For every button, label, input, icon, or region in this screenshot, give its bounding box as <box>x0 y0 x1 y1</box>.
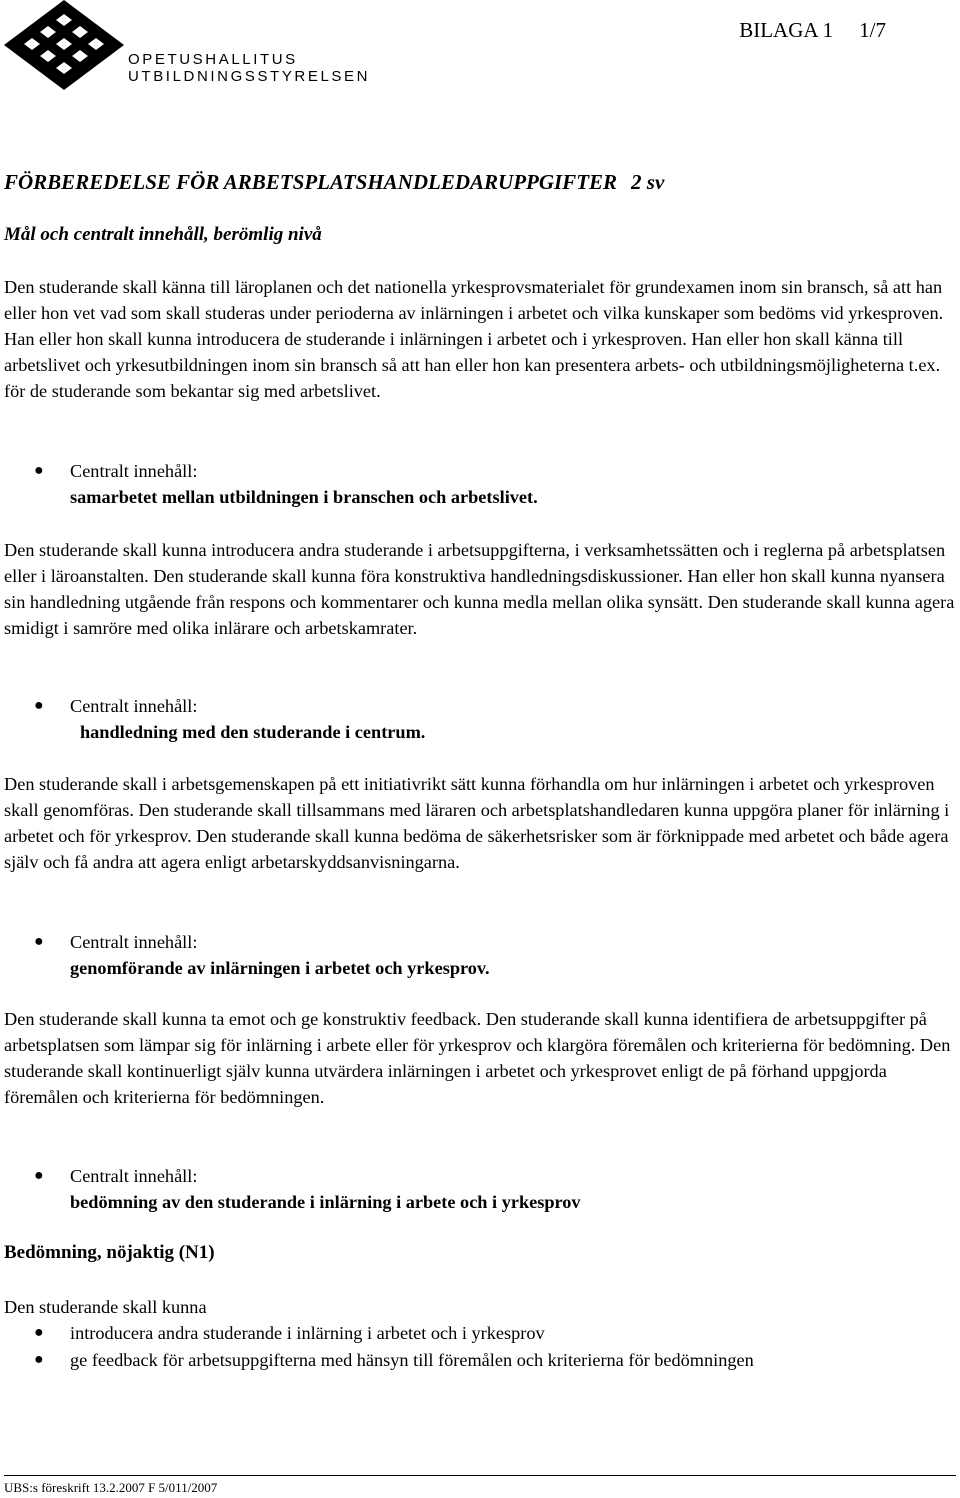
paragraph: Den studerande skall kunna introducera andra studerande i arbetsuppgifterna, i verksamhetssätten och i reglerna på arbetsplatsen eller i läroanstalten. Den studerande skall kunna föra konstruktiva handledningsdiskussioner. Han eller hon skall kunna nyansera sin handledning utgående från respons och kommentarer och kunna medla mellan olika synsätt. Den studerande skall kunna agera smidigt i samröre med olika inlärare och arbetskamrater. <box>4 540 955 638</box>
footer-reference: UBS:s föreskrift 13.2.2007 F 5/011/2007 <box>4 1480 218 1495</box>
page-number: 1/7 <box>859 18 886 42</box>
opetushallitus-logo <box>2 0 124 90</box>
central-content-label: Centralt innehåll: <box>70 1166 198 1186</box>
page-reference <box>739 18 886 43</box>
central-content-label: Centralt innehåll: <box>70 696 198 716</box>
bullet-icon: ● <box>34 1351 44 1368</box>
paragraph: Den studerande skall i arbetsgemenskapen på ett initiativrikt sätt kunna förhandla om hur inlärningen i arbetet och yrkesproven skall genomföras. Den studerande skall tillsammans med läraren och arbetsplatshandledaren kunna uppgöra planer för inlärning i arbetet och för yrkesprov. Den studerande skall kunna bedöma de säkerhetsrisker som är förknippade med arbetet och både agera själv och få andra att agera enligt arbetarskyddsanvisningarna. <box>4 774 950 872</box>
list-item-text: ge feedback för arbetsuppgifterna med hänsyn till föremålen och kriterierna för bedömningen <box>70 1350 754 1370</box>
paragraph: Den studerande skall känna till läroplanen och det nationella yrkesprovsmaterialet för grundexamen inom sin bransch, så att han eller hon vet vad som skall studeras under perioderna av inlärningen i arbetet och vilka kunskaper som bedöms vid yrkesproven. Han eller hon skall kunna introducera de studerande i inlärningen i arbetet och i yrkesproven. Han eller hon skall känna till arbetslivet och yrkesutbildningen inom sin bransch så att han eller hon kan presentera arbets- och utbildningsmöjligheterna t.ex. för de studerande som bekantar sig med arbetslivet. <box>4 277 944 401</box>
central-content-text: handledning med den studerande i centrum. <box>80 722 426 742</box>
document-title <box>4 170 664 195</box>
assessment-heading: Bedömning, nöjaktig (N1) <box>4 1242 215 1263</box>
org-name-swedish: UTBILDNINGSSTYRELSEN <box>128 68 371 85</box>
paragraph: Den studerande skall kunna ta emot och ge konstruktiv feedback. Den studerande skall kunna identifiera de arbetsuppgifter på arbetsplatsen som lämpar sig för inlärning i arbete eller för yrkesprov och klargöra föremålen och kriterierna för bedömning. Den studerande skall kontinuerligt själv kunna utvärdera inlärningen i arbetet och yrkesprovet enligt de på förhand uppgjorda föremålen och kriterierna för bedömningen. <box>4 1009 951 1107</box>
doc-label: BILAGA 1 <box>739 18 834 42</box>
list-item-text: introducera andra studerande i inlärning i arbetet och i yrkesprov <box>70 1323 545 1343</box>
footer-divider <box>4 1475 956 1476</box>
bullet-icon: ● <box>34 1324 44 1341</box>
org-name-finnish: OPETUSHALLITUS <box>128 51 298 68</box>
central-content-label: Centralt innehåll: <box>70 932 198 952</box>
central-content-text: samarbetet mellan utbildningen i branschen och arbetslivet. <box>70 487 538 507</box>
assessment-intro: Den studerande skall kunna <box>4 1297 207 1317</box>
title-code: 2 sv <box>631 170 665 194</box>
title-main: FÖRBEREDELSE FÖR ARBETSPLATSHANDLEDARUPPGIFTER <box>4 170 618 194</box>
bullet-icon: ● <box>34 1167 44 1184</box>
central-content-text: bedömning av den studerande i inlärning i arbete och i yrkesprov <box>70 1192 581 1212</box>
bullet-icon: ● <box>34 462 44 479</box>
bullet-icon: ● <box>34 697 44 714</box>
central-content-text: genomförande av inlärningen i arbetet och yrkesprov. <box>70 958 490 978</box>
central-content-label: Centralt innehåll: <box>70 461 198 481</box>
bullet-icon: ● <box>34 933 44 950</box>
section-heading: Mål och centralt innehåll, berömlig nivå <box>4 224 322 245</box>
